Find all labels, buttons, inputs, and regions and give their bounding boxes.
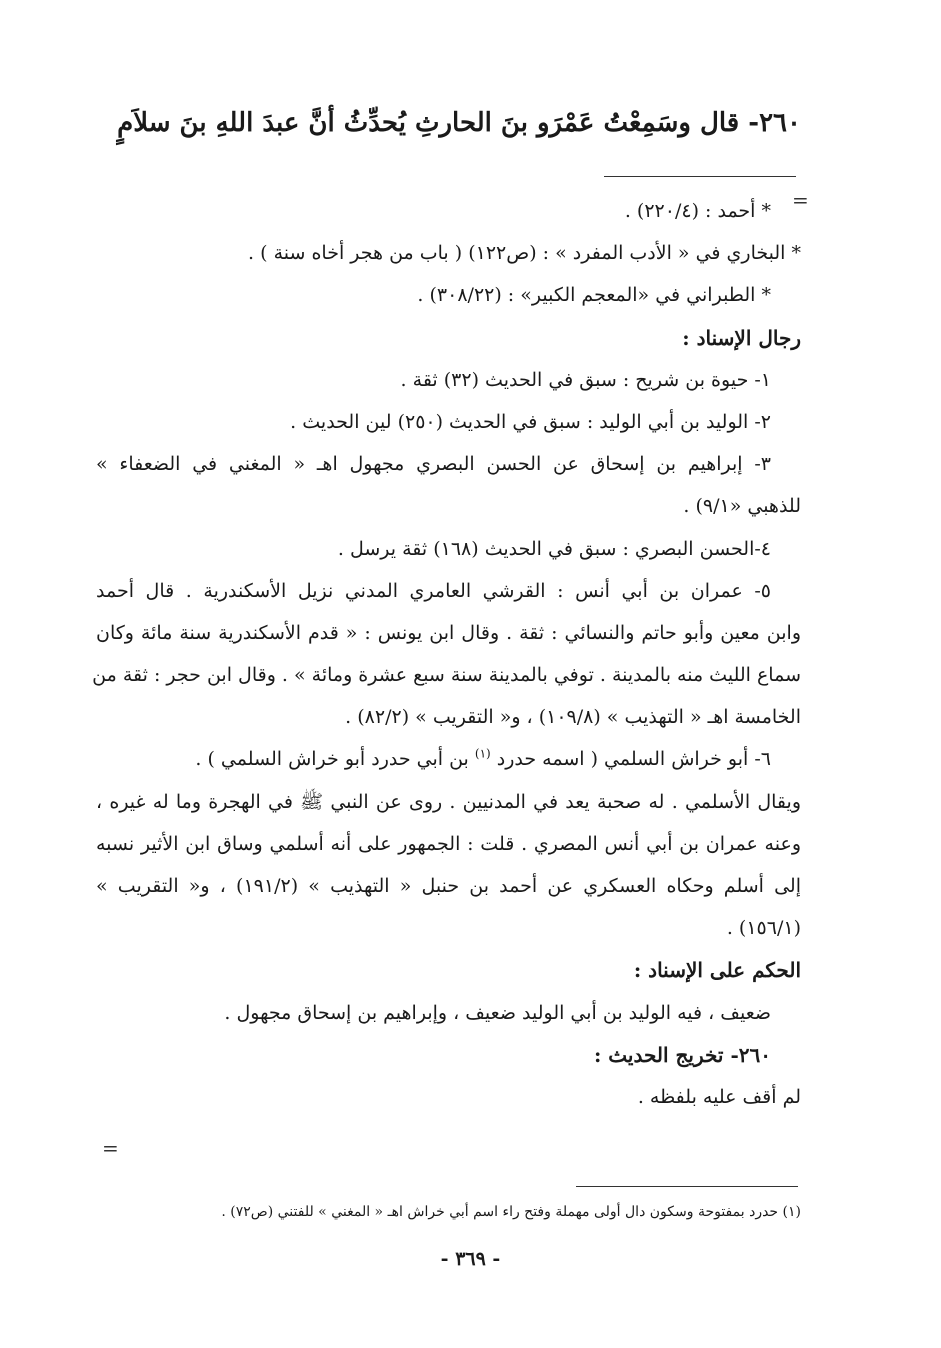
line-narrator-6-cont-3: إلى أسلم وحكاه العسكري عن أحمد بن حنبل « التهذيب » (١٩١/٢) ، و« التقريب »	[96, 875, 802, 897]
page-number: - ٣٦٩ -	[440, 1248, 501, 1270]
continuation-mark-top: =	[792, 188, 809, 212]
narrator-6-start: ٦- أبو خراش السلمي ( اسمه حدرد	[496, 748, 771, 771]
footnote-text: (١) حدرد بمفتوحة وسكون دال أولى مهملة وفتح راء اسم أبي خراش اهـ « المغني » للفتني (ص٧٢) .	[221, 1204, 801, 1220]
narrator-6-rest: بن أبي حدرد أبو خراش السلمي ) .	[195, 748, 469, 771]
line-bukhari: * البخاري في « الأدب المفرد » : (ص١٢٢) ( باب من هجر أخاه سنة ) .	[248, 242, 801, 265]
heading-ruling: الحكم على الإسناد :	[633, 958, 801, 983]
heading-takhrij: ٢٦٠- تخريج الحديث :	[593, 1042, 771, 1067]
line-narrator-6-cont-2: وعنه عمران بن أبي أنس المصري . قلت : الجمهور على أنه أسلمي وساق ابن الأثير نسبه	[96, 832, 801, 855]
line-narrator-1: ١- حيوة بن شريح : سبق في الحديث (٣٢) ثقة .	[400, 368, 771, 391]
line-narrator-3-cont: للذهبي «٩/١) .	[683, 495, 801, 518]
line-narrator-4: ٤-الحسن البصري : سبق في الحديث (١٦٨) ثقة يرسل .	[337, 537, 771, 560]
footnote-ref-marker: (١)	[474, 747, 491, 762]
footnote-body	[92, 190, 802, 1118]
line-narrator-5-cont-1: وابن معين وأبو حاتم والنسائي : ثقة . وقال ابن يونس : « قدم الأسكندرية سنة مائة وكان	[96, 621, 801, 644]
header-divider	[604, 176, 796, 177]
continuation-mark-bottom: =	[102, 1136, 119, 1160]
hadith-header: ٢٦٠- قال وسَمِعْتُ عَمْرَو بنَ الحارثِ يُحدِّثُ أنَّ عبدَ اللهِ بنَ سلاَمٍ	[117, 108, 801, 138]
line-narrator-6	[96, 738, 801, 780]
line-tabarani: * الطبراني في «المعجم الكبير» : (٣٠٨/٢٢) .	[417, 284, 771, 307]
heading-isnad-men: رجال الإسناد :	[682, 325, 801, 350]
line-ahmad: * أحمد : (٢٢٠/٤) .	[624, 200, 771, 222]
line-narrator-6-cont-4: (١٥٦/١) .	[726, 917, 801, 940]
line-ruling: ضعيف ، فيه الوليد بن أبي الوليد ضعيف ، وإبراهيم بن إسحاق مجهول .	[224, 1001, 771, 1024]
line-narrator-3: ٣- إبراهيم بن إسحاق عن الحسن البصري مجهول اهـ « المغني في الضعفاء »	[96, 453, 771, 476]
line-narrator-5: ٥- عمران بن أبي أنس : القرشي العامري المدني نزيل الأسكندرية . قال أحمد	[96, 579, 771, 602]
line-narrator-2: ٢- الوليد بن أبي الوليد : سبق في الحديث (٢٥٠) لين الحديث .	[290, 410, 771, 433]
footnote-divider	[576, 1186, 798, 1187]
line-narrator-5-cont-3: الخامسة اهـ « التهذيب » (١٠٩/٨) ، و« التقريب » (٨٢/٢) .	[345, 706, 801, 729]
line-takhrij: لم أقف عليه بلفظه .	[637, 1085, 801, 1108]
line-narrator-5-cont-2: سماع الليث منه بالمدينة . توفي بالمدينة سنة سبع عشرة ومائة » . وقال ابن حجر : ثقة من	[92, 664, 801, 687]
line-narrator-6-cont-1: ويقال الأسلمي . له صحبة يعد في المدنيين . روى عن النبي ﷺ في الهجرة وما له غيره ،	[96, 790, 801, 813]
